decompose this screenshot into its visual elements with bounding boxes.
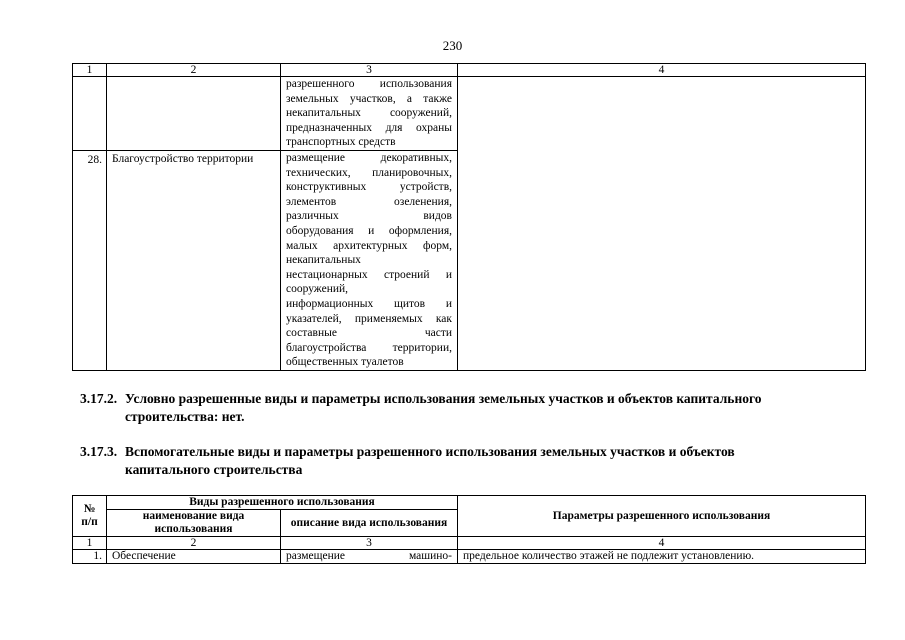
header-group: Виды разрешенного использования	[107, 496, 458, 510]
use-description: размещение декоративных, технических, планировочных, конструктивных устройств, элементов озеленения, различных видов оборудования и оформления, малых архитектурных форм, некапитальных нестационарных строений и сооружений, информационных щитов и указателей, применяемых как составные части благоустройства территории, общественных туалетов	[281, 150, 458, 370]
column-number-row	[73, 537, 866, 550]
section-number: 3.17.2.	[80, 391, 118, 406]
column-number: 1	[73, 537, 107, 550]
section-title-line: строительства: нет.	[125, 409, 245, 424]
section-number: 3.17.3.	[80, 444, 118, 459]
row-number: 28.	[73, 150, 107, 370]
section-title-line: капитального строительства	[125, 462, 303, 477]
page-number: 230	[442, 38, 463, 53]
table-row-continued	[73, 77, 866, 151]
section-title-line: Вспомогательные виды и параметры разрешенного использования земельных участков и объектов	[125, 444, 735, 459]
use-name: Благоустройство территории	[107, 150, 281, 370]
section-heading-3-17-2	[80, 390, 762, 426]
header-number: № п/п	[73, 496, 107, 537]
column-number: 2	[107, 537, 281, 550]
column-number: 3	[281, 64, 458, 77]
header-description: описание вида использования	[281, 510, 458, 537]
column-number: 4	[458, 537, 866, 550]
column-number: 3	[281, 537, 458, 550]
use-description: разрешенного использования земельных участков, а также некапитальных сооружений, предназначенных для охраны транспортных средств	[281, 77, 458, 151]
permitted-uses-table-continued	[72, 63, 866, 371]
table-row	[73, 550, 866, 564]
use-parameters	[458, 77, 866, 371]
column-number: 1	[73, 64, 107, 77]
use-description: размещение машино-	[281, 550, 458, 564]
section-heading-3-17-3	[80, 443, 735, 479]
column-number-row	[73, 64, 866, 77]
row-number: 1.	[73, 550, 107, 564]
column-number: 2	[107, 64, 281, 77]
table-header-row	[73, 496, 866, 510]
column-number: 4	[458, 64, 866, 77]
section-title-line: Условно разрешенные виды и параметры использования земельных участков и объектов капитального	[125, 391, 762, 406]
auxiliary-uses-table	[72, 495, 866, 564]
header-params: Параметры разрешенного использования	[458, 496, 866, 537]
use-name: Обеспечение	[107, 550, 281, 564]
use-parameters: предельное количество этажей не подлежит установлению.	[458, 550, 866, 564]
header-name: наименование вида использования	[107, 510, 281, 537]
